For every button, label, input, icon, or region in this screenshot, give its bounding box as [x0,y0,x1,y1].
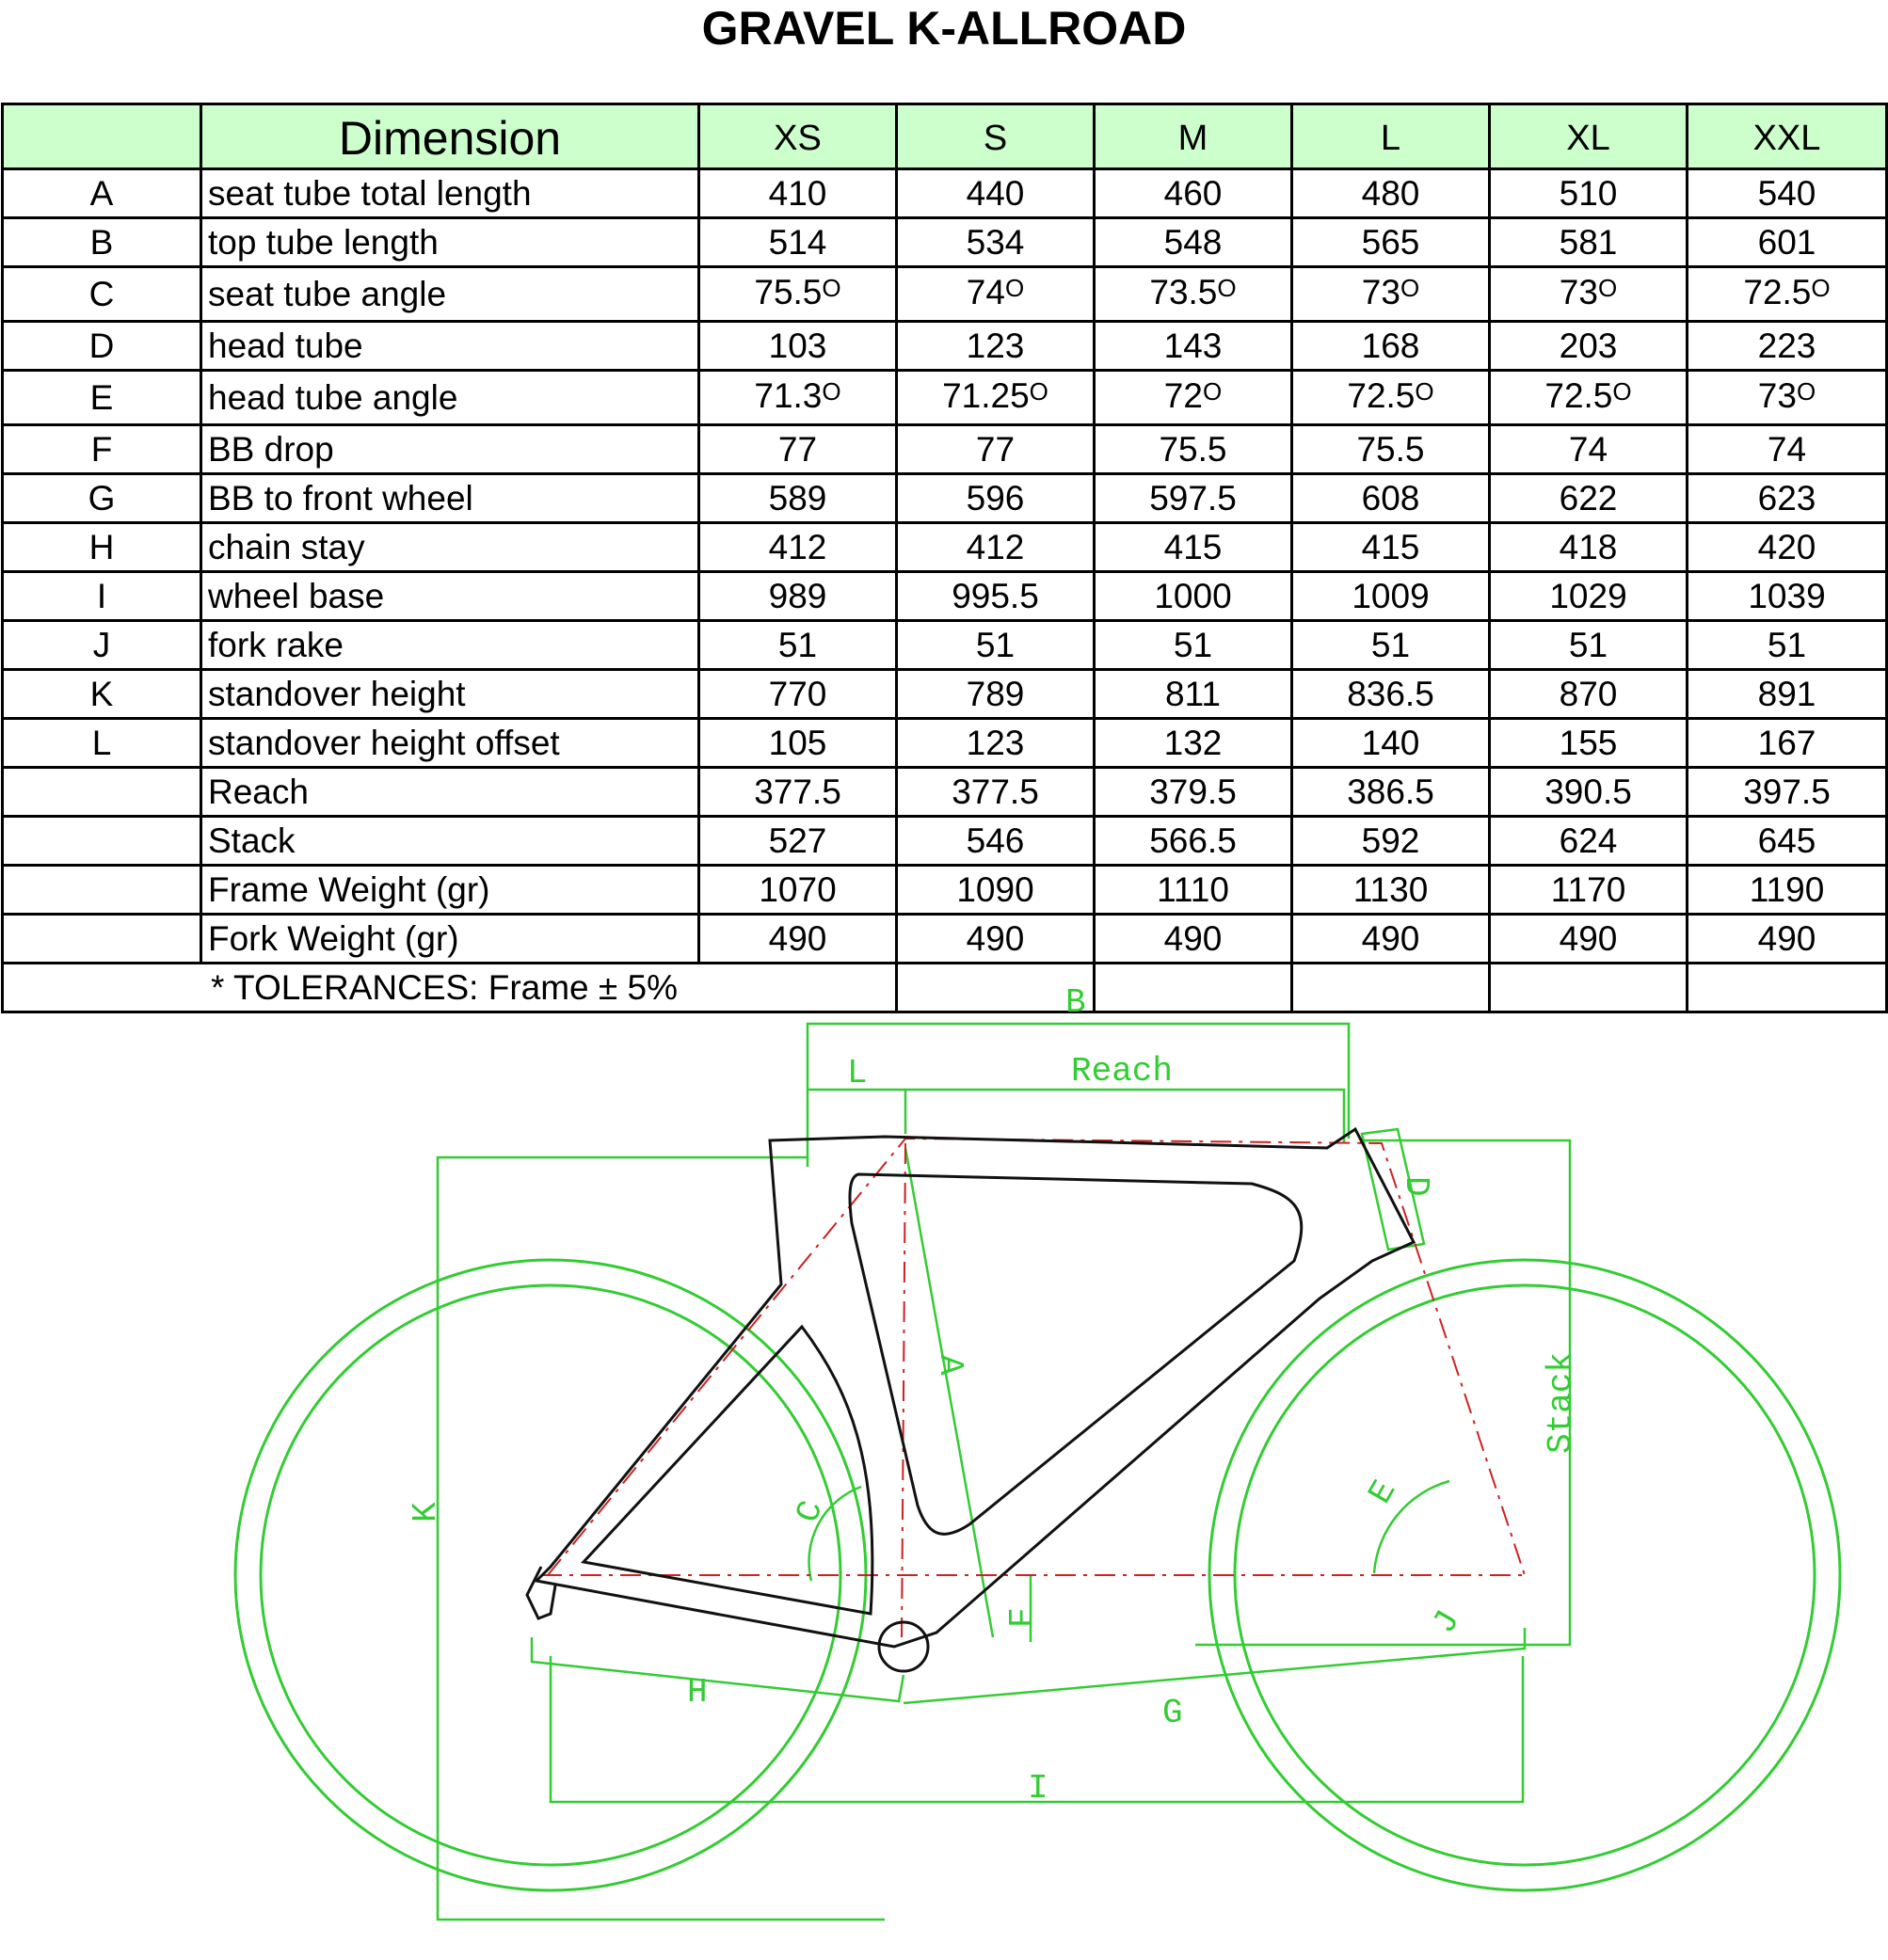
value-cell: 379.5 [1095,768,1292,817]
table-row [3,322,1887,371]
degree-mark: O [1612,377,1632,406]
value-cell: 103 [699,322,897,371]
value-cell: 1190 [1688,866,1887,915]
table-row [3,719,1887,768]
value-cell [1095,371,1292,425]
frame-outline [527,1129,1414,1671]
header-dimension: Dimension [201,104,699,169]
value-cell: 1110 [1095,866,1292,915]
header-size: XL [1490,104,1688,169]
row-dimension: Stack [201,817,699,866]
value-cell: 51 [897,621,1095,670]
degree-mark: O [1029,377,1048,406]
value-text: 72.5 [1347,376,1416,415]
value-cell: 397.5 [1688,768,1887,817]
label-c: C [788,1495,832,1528]
value-text: 73 [1559,273,1598,311]
value-cell: 789 [897,670,1095,719]
value-cell: 143 [1095,322,1292,371]
row-letter: K [3,670,201,719]
tolerance-note: * TOLERANCES: Frame ± 5% [3,964,897,1012]
degree-mark: O [1597,274,1618,302]
row-letter [3,866,201,915]
value-cell: 645 [1688,817,1887,866]
geometry-diagram [0,979,1888,1960]
table-row [3,866,1887,915]
row-letter: A [3,169,201,218]
value-cell: 836.5 [1292,670,1490,719]
value-cell: 811 [1095,670,1292,719]
value-cell: 565 [1292,218,1490,267]
value-cell: 412 [699,523,897,572]
value-cell: 623 [1688,474,1887,523]
value-cell: 566.5 [1095,817,1292,866]
value-text: 73 [1757,376,1797,415]
value-cell: 891 [1688,670,1887,719]
row-dimension: seat tube total length [201,169,699,218]
diagram-labels [407,983,1580,1808]
value-cell: 460 [1095,169,1292,218]
table-row [3,915,1887,964]
value-cell: 123 [897,719,1095,768]
value-cell: 415 [1292,523,1490,572]
row-dimension: Fork Weight (gr) [201,915,699,964]
label-stack: Stack [1542,1351,1580,1454]
value-text: 71.3 [754,376,823,415]
row-letter: H [3,523,201,572]
g-dimension-line [904,1628,1525,1703]
reach-dimension-line [905,1090,1344,1143]
row-dimension: top tube length [201,218,699,267]
c-angle-arc [809,1487,861,1581]
value-cell: 480 [1292,169,1490,218]
table-header-row [3,104,1887,169]
value-cell: 490 [1490,915,1688,964]
row-letter: J [3,621,201,670]
value-cell: 581 [1490,218,1688,267]
value-cell: 51 [1688,621,1887,670]
header-size: XS [699,104,897,169]
value-cell: 490 [1095,915,1292,964]
value-cell: 77 [699,425,897,474]
value-cell [1688,371,1887,425]
row-letter: I [3,572,201,621]
value-cell: 1009 [1292,572,1490,621]
value-cell: 377.5 [699,768,897,817]
value-cell: 74 [1490,425,1688,474]
header-size: XXL [1688,104,1887,169]
table-row [3,817,1887,866]
value-cell [1490,371,1688,425]
table-row [3,670,1887,719]
stack-dimension-line [1195,1140,1570,1645]
table-row [3,425,1887,474]
value-cell: 608 [1292,474,1490,523]
value-cell [1490,267,1688,322]
value-cell [699,267,897,322]
table-row [3,267,1887,322]
value-cell: 870 [1490,670,1688,719]
value-text: 71.25 [942,376,1030,415]
header-size: L [1292,104,1490,169]
table-row [3,523,1887,572]
value-cell: 440 [897,169,1095,218]
row-dimension: BB drop [201,425,699,474]
value-cell: 490 [699,915,897,964]
row-letter: B [3,218,201,267]
row-dimension: fork rake [201,621,699,670]
value-cell: 418 [1490,523,1688,572]
degree-mark: O [822,377,841,406]
value-cell: 534 [897,218,1095,267]
value-cell: 510 [1490,169,1688,218]
row-dimension: BB to front wheel [201,474,699,523]
degree-mark: O [822,274,841,302]
degree-mark: O [1202,377,1223,406]
value-cell: 51 [699,621,897,670]
value-cell: 622 [1490,474,1688,523]
label-b: B [1065,983,1086,1022]
row-letter [3,768,201,817]
value-cell: 1130 [1292,866,1490,915]
centerlines [541,1139,1525,1637]
h-dimension-line [532,1637,904,1701]
row-dimension: Reach [201,768,699,817]
value-cell: 415 [1095,523,1292,572]
value-cell: 490 [897,915,1095,964]
value-text: 75.5 [754,273,823,311]
geometry-table [1,103,1888,1013]
value-cell: 1000 [1095,572,1292,621]
row-letter: G [3,474,201,523]
value-cell: 597.5 [1095,474,1292,523]
value-cell: 410 [699,169,897,218]
value-cell: 527 [699,817,897,866]
row-dimension: standover height [201,670,699,719]
row-dimension: head tube angle [201,371,699,425]
value-cell: 386.5 [1292,768,1490,817]
table-row [3,169,1887,218]
degree-mark: O [1415,377,1434,406]
value-cell: 167 [1688,719,1887,768]
value-cell [1688,267,1887,322]
value-cell: 592 [1292,817,1490,866]
value-cell: 589 [699,474,897,523]
degree-mark: O [1400,274,1420,302]
label-k: K [407,1502,445,1522]
table-row [3,218,1887,267]
value-cell: 1070 [699,866,897,915]
label-i: I [1028,1769,1048,1808]
seat-tube-centerline [902,1143,905,1637]
value-cell: 155 [1490,719,1688,768]
frame-body [536,1129,1414,1647]
value-cell: 770 [699,670,897,719]
degree-mark: O [1811,274,1831,302]
value-cell: 490 [1292,915,1490,964]
row-letter: L [3,719,201,768]
header-size: S [897,104,1095,169]
row-dimension: Frame Weight (gr) [201,866,699,915]
value-cell [1095,267,1292,322]
value-cell: 1029 [1490,572,1688,621]
row-letter [3,915,201,964]
value-cell: 596 [897,474,1095,523]
value-cell [699,371,897,425]
row-letter: E [3,371,201,425]
degree-mark: O [1796,377,1816,406]
value-text: 72.5 [1544,376,1613,415]
table-row [3,572,1887,621]
value-cell: 995.5 [897,572,1095,621]
value-cell: 132 [1095,719,1292,768]
value-text: 73 [1361,273,1400,311]
a-dimension-line [905,1148,993,1637]
value-cell: 624 [1490,817,1688,866]
value-cell: 1170 [1490,866,1688,915]
label-a: A [931,1355,969,1376]
value-cell: 412 [897,523,1095,572]
value-cell: 168 [1292,322,1490,371]
degree-mark: O [1004,274,1025,302]
table-row [3,474,1887,523]
row-dimension: standover height offset [201,719,699,768]
label-l: L [847,1054,868,1092]
value-text: 72 [1163,376,1203,415]
main-triangle [850,1174,1302,1534]
value-cell: 75.5 [1292,425,1490,474]
rear-triangle [584,1327,872,1614]
value-cell: 123 [897,322,1095,371]
row-letter [3,817,201,866]
value-cell: 140 [1292,719,1490,768]
k-dimension-line [438,1157,885,1920]
header-letter [3,104,201,169]
value-cell: 74 [1688,425,1887,474]
degree-mark: O [1217,274,1237,302]
value-cell: 989 [699,572,897,621]
label-d: D [1397,1176,1435,1197]
value-cell: 77 [897,425,1095,474]
label-e: E [1361,1474,1405,1511]
value-cell [1292,371,1490,425]
value-text: 73.5 [1149,273,1218,311]
value-cell: 51 [1095,621,1292,670]
label-g: G [1162,1694,1183,1732]
row-dimension: head tube [201,322,699,371]
value-cell [897,267,1095,322]
row-letter: F [3,425,201,474]
value-cell: 490 [1688,915,1887,964]
value-cell: 540 [1688,169,1887,218]
value-cell: 75.5 [1095,425,1292,474]
row-dimension: seat tube angle [201,267,699,322]
table-row [3,768,1887,817]
value-cell: 390.5 [1490,768,1688,817]
label-h: H [687,1673,708,1712]
label-f: F [1003,1607,1042,1628]
value-cell: 420 [1688,523,1887,572]
value-cell: 601 [1688,218,1887,267]
table-row [3,371,1887,425]
value-cell: 546 [897,817,1095,866]
value-cell [897,371,1095,425]
value-text: 72.5 [1743,273,1812,311]
value-cell [1292,267,1490,322]
row-dimension: chain stay [201,523,699,572]
value-cell: 105 [699,719,897,768]
row-letter: C [3,267,201,322]
value-cell: 51 [1490,621,1688,670]
value-cell: 223 [1688,322,1887,371]
table-row [3,621,1887,670]
label-reach: Reach [1071,1052,1174,1091]
value-cell: 548 [1095,218,1292,267]
value-cell: 514 [699,218,897,267]
value-cell: 51 [1292,621,1490,670]
value-text: 74 [966,273,1005,311]
value-cell: 1090 [897,866,1095,915]
value-cell: 377.5 [897,768,1095,817]
page-title: GRAVEL K-ALLROAD [701,2,1187,55]
header-size: M [1095,104,1292,169]
row-letter: D [3,322,201,371]
value-cell: 1039 [1688,572,1887,621]
label-j: J [1425,1603,1469,1641]
dimension-lines [438,1024,1570,1920]
value-cell: 203 [1490,322,1688,371]
row-dimension: wheel base [201,572,699,621]
